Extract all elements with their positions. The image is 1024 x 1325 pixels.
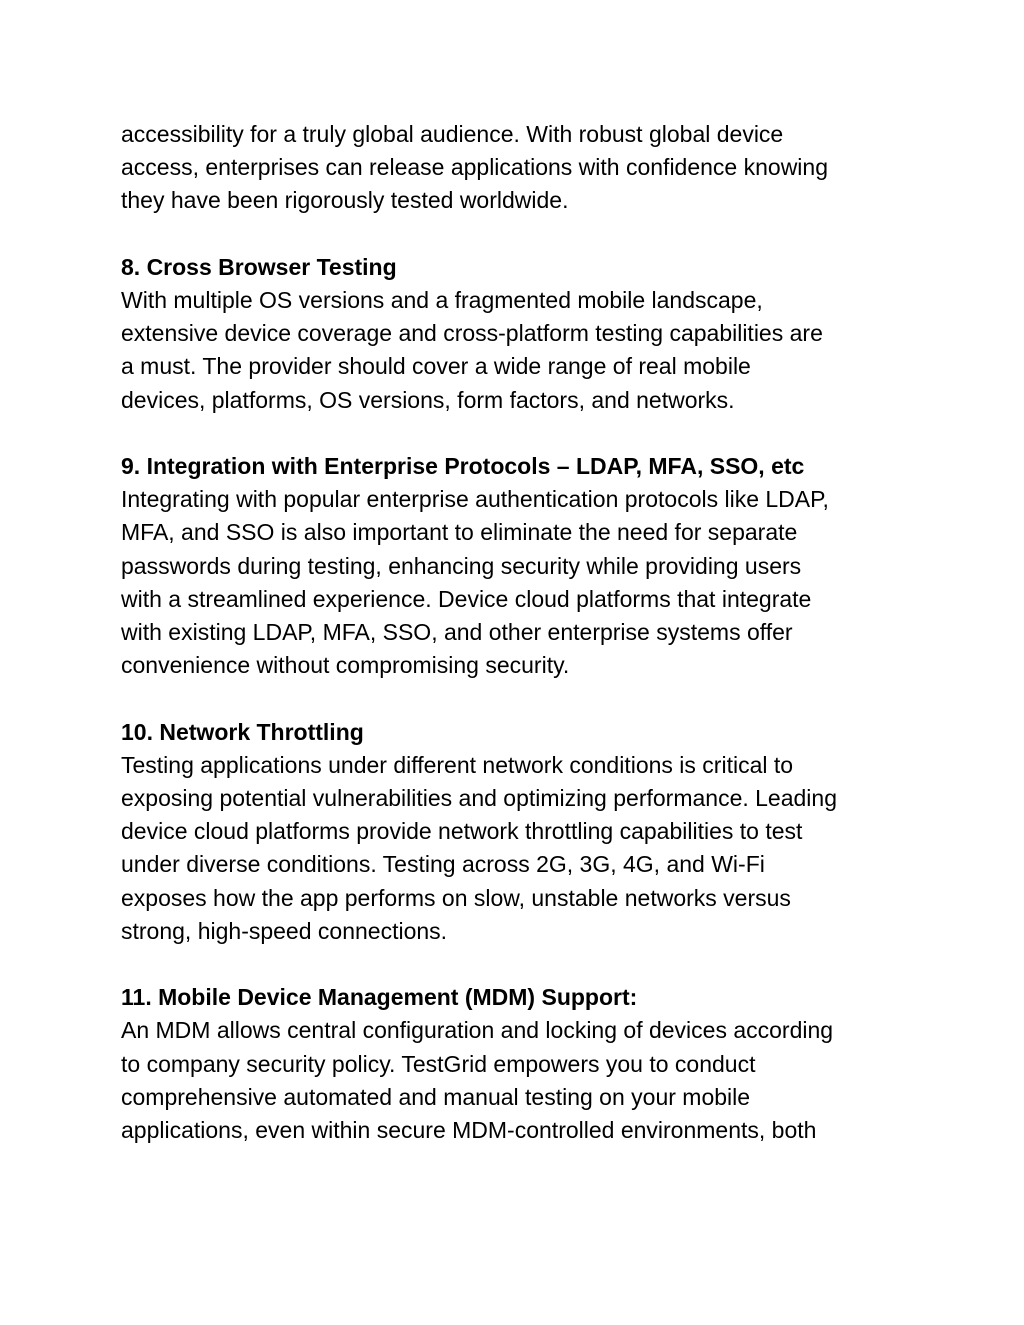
section-mdm-support — [121, 981, 911, 1147]
paragraph-line: devices, platforms, OS versions, form factors, and networks. — [121, 386, 735, 413]
paragraph-line: under diverse conditions. Testing across 2G, 3G, 4G, and Wi-Fi — [121, 851, 765, 878]
paragraph-gap — [121, 948, 911, 981]
paragraph-line: with a streamlined experience. Device cloud platforms that integrate — [121, 585, 812, 612]
paragraph-line: Integrating with popular enterprise authentication protocols like LDAP, — [121, 486, 829, 513]
document-page — [121, 118, 911, 1147]
paragraph-line: to company security policy. TestGrid empowers you to conduct — [121, 1050, 756, 1077]
paragraph-line: MFA, and SSO is also important to eliminate the need for separate — [121, 519, 798, 546]
paragraph-gap — [121, 218, 911, 251]
paragraph-line: a must. The provider should cover a wide range of real mobile — [121, 353, 751, 380]
paragraph-line: comprehensive automated and manual testing on your mobile — [121, 1083, 751, 1110]
section-heading: 10. Network Throttling — [121, 718, 364, 745]
section-heading: 11. Mobile Device Management (MDM) Support: — [121, 984, 638, 1011]
paragraph-line: applications, even within secure MDM-controlled environments, both — [121, 1117, 817, 1144]
paragraph-line: exposes how the app performs on slow, unstable networks versus — [121, 884, 791, 911]
paragraph-line: convenience without compromising security. — [121, 652, 570, 679]
section-enterprise-protocols — [121, 450, 911, 682]
paragraph-line: access, enterprises can release applications with confidence knowing — [121, 154, 829, 181]
paragraph-gap — [121, 417, 911, 450]
paragraph-gap — [121, 682, 911, 715]
intro-paragraph — [121, 118, 911, 218]
paragraph-line: With multiple OS versions and a fragmented mobile landscape, — [121, 287, 763, 313]
paragraph-line: they have been rigorously tested worldwide. — [121, 187, 569, 214]
section-heading: 8. Cross Browser Testing — [121, 253, 397, 280]
paragraph-line: passwords during testing, enhancing security while providing users — [121, 552, 802, 579]
paragraph-line: Testing applications under different network conditions is critical to — [121, 751, 794, 778]
paragraph-line: device cloud platforms provide network throttling capabilities to test — [121, 818, 803, 845]
paragraph-line: strong, high-speed connections. — [121, 917, 448, 944]
section-heading: 9. Integration with Enterprise Protocols – LDAP, MFA, SSO, etc — [121, 453, 805, 479]
paragraph-line: An MDM allows central configuration and locking of devices according — [121, 1017, 834, 1044]
paragraph-line: accessibility for a truly global audience. With robust global device — [121, 121, 784, 147]
paragraph-line: extensive device coverage and cross-platform testing capabilities are — [121, 320, 823, 347]
section-network-throttling — [121, 716, 911, 948]
paragraph-line: with existing LDAP, MFA, SSO, and other enterprise systems offer — [121, 619, 793, 646]
paragraph-line: exposing potential vulnerabilities and optimizing performance. Leading — [121, 785, 837, 812]
section-cross-browser-testing — [121, 251, 911, 417]
